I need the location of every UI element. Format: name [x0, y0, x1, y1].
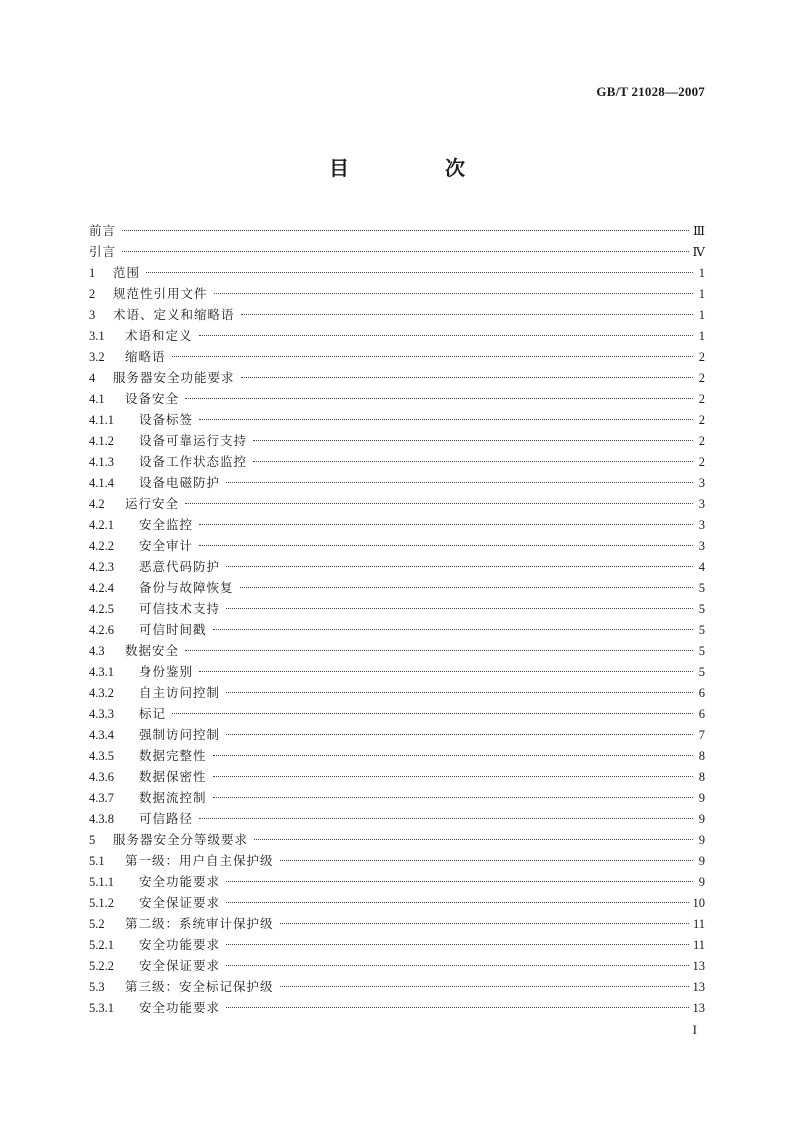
toc-entry-label: 服务器安全功能要求 — [113, 370, 235, 385]
toc-entry-number: 4.2.2 — [89, 539, 114, 553]
toc-entry[interactable] — [89, 913, 705, 934]
toc-entry[interactable] — [89, 304, 705, 325]
toc-entry-label: 可信时间戳 — [139, 622, 207, 637]
dot-leader — [226, 566, 693, 567]
toc-entry-page: 2 — [698, 413, 705, 427]
toc-entry[interactable] — [89, 388, 705, 409]
toc-entry-page: 8 — [698, 770, 705, 784]
toc-entry-label: 第二级：系统审计保护级 — [125, 916, 274, 931]
dot-leader — [199, 818, 693, 819]
toc-entry-page: 5 — [698, 602, 705, 616]
dot-leader — [226, 692, 693, 693]
toc-entry-page: Ⅲ — [692, 224, 705, 238]
dot-leader — [185, 398, 693, 399]
toc-entry[interactable] — [89, 724, 705, 745]
toc-entry-label: 前言 — [89, 223, 117, 238]
toc-entry-label: 缩略语 — [125, 349, 166, 364]
toc-entry[interactable] — [89, 892, 705, 913]
toc-entry-page: 3 — [698, 497, 705, 511]
toc-entry-page: 13 — [692, 1001, 705, 1015]
dot-leader — [226, 902, 688, 903]
toc-entry-label: 可信技术支持 — [139, 601, 221, 616]
toc-entry[interactable] — [89, 556, 705, 577]
dot-leader — [122, 230, 689, 231]
toc-entry-number: 3.2 — [89, 350, 105, 364]
toc-entry-label: 安全保证要求 — [139, 895, 221, 910]
toc-entry[interactable] — [89, 850, 705, 871]
dot-leader — [185, 503, 693, 504]
page-number: I — [692, 1022, 697, 1037]
toc-entry-number: 5.2.2 — [89, 959, 114, 973]
dot-leader — [122, 251, 688, 252]
dot-leader — [146, 272, 693, 273]
toc-entry[interactable] — [89, 934, 705, 955]
toc-entry-label: 第一级：用户自主保护级 — [125, 853, 274, 868]
toc-entry-page: 8 — [698, 749, 705, 763]
toc-entry-number: 4.1 — [89, 392, 105, 406]
toc-entry-number: 5.1.1 — [89, 875, 114, 889]
dot-leader — [185, 650, 693, 651]
dot-leader — [280, 923, 689, 924]
dot-leader — [253, 440, 693, 441]
toc-entry-number: 4.1.4 — [89, 476, 114, 490]
toc-entry-number: 4.1.1 — [89, 413, 114, 427]
toc-entry-label: 术语、定义和缩略语 — [113, 307, 235, 322]
dot-leader — [199, 419, 693, 420]
toc-entry-label: 引言 — [89, 244, 117, 259]
toc-entry-number: 5.2.1 — [89, 938, 114, 952]
toc-entry-number: 4.3 — [89, 644, 105, 658]
toc-entry-page: 6 — [698, 707, 705, 721]
toc-entry[interactable] — [89, 745, 705, 766]
toc-entry-number: 4.2.6 — [89, 623, 114, 637]
toc-entry-label: 安全保证要求 — [139, 958, 221, 973]
toc-entry-page: 2 — [698, 455, 705, 469]
toc-entry-number: 4.3.6 — [89, 770, 114, 784]
toc-entry-page: 9 — [698, 812, 705, 826]
toc-entry-label: 安全监控 — [139, 517, 194, 532]
toc-entry-number: 3.1 — [89, 329, 105, 343]
toc-entry-page: 9 — [698, 791, 705, 805]
toc-entry-number: 3 — [89, 308, 96, 322]
toc-entry[interactable] — [89, 283, 705, 304]
toc-entry-number: 1 — [89, 266, 96, 280]
toc-entry-page: 11 — [692, 938, 705, 952]
toc-entry[interactable] — [89, 871, 705, 892]
toc-entry-number: 4.2.5 — [89, 602, 114, 616]
toc-entry[interactable] — [89, 472, 705, 493]
toc-entry[interactable] — [89, 535, 705, 556]
toc-entry-number: 4.3.5 — [89, 749, 114, 763]
toc-entry-page: 13 — [692, 980, 705, 994]
dot-leader — [253, 461, 693, 462]
toc-entry[interactable] — [89, 409, 705, 430]
dot-leader — [241, 377, 693, 378]
toc-entry-label: 规范性引用文件 — [113, 286, 208, 301]
dot-leader — [226, 881, 693, 882]
toc-entry-number: 4.3.3 — [89, 707, 114, 721]
toc-entry-page: 1 — [698, 266, 705, 280]
toc-entry[interactable] — [89, 640, 705, 661]
toc-entry-label: 术语和定义 — [125, 328, 193, 343]
dot-leader — [241, 314, 693, 315]
toc-entry-page: 9 — [698, 875, 705, 889]
dot-leader — [226, 944, 689, 945]
dot-leader — [199, 524, 693, 525]
toc-entry-number: 4.1.3 — [89, 455, 114, 469]
toc-entry-label: 服务器安全分等级要求 — [113, 832, 249, 847]
toc-entry[interactable] — [89, 997, 705, 1018]
toc-entry-page: 7 — [698, 728, 705, 742]
toc-entry-page: 2 — [698, 371, 705, 385]
toc-entry-number: 4.2.3 — [89, 560, 114, 574]
toc-entry-number: 4.3.8 — [89, 812, 114, 826]
toc-entry-label: 安全功能要求 — [139, 874, 221, 889]
toc-entry[interactable] — [89, 682, 705, 703]
toc-entry-number: 4 — [89, 371, 96, 385]
toc-entry[interactable] — [89, 262, 705, 283]
toc-entry-page: 13 — [692, 959, 705, 973]
toc-entry-page: 9 — [698, 854, 705, 868]
toc-entry[interactable] — [89, 787, 705, 808]
toc-entry-page: 6 — [698, 686, 705, 700]
page-title: 目 次 — [329, 156, 503, 180]
toc-entry-page: 2 — [698, 350, 705, 364]
toc-entry-page: 4 — [698, 560, 705, 574]
toc-entry-label: 可信路径 — [139, 811, 194, 826]
toc-entry-label: 范围 — [113, 265, 141, 280]
toc-entry-page: 5 — [698, 665, 705, 679]
toc-entry-page: 3 — [698, 518, 705, 532]
toc-entry-label: 数据流控制 — [139, 790, 207, 805]
toc-entry-number: 4.2.1 — [89, 518, 114, 532]
toc-entry-label: 身份鉴别 — [139, 664, 194, 679]
dot-leader — [254, 839, 693, 840]
dot-leader — [199, 671, 693, 672]
toc-entry-page: 1 — [698, 308, 705, 322]
toc-entry-number: 2 — [89, 287, 96, 301]
toc-entry-number: 4.2 — [89, 497, 105, 511]
toc-entry[interactable] — [89, 766, 705, 787]
toc-entry-number: 4.3.4 — [89, 728, 114, 742]
toc-entry-number: 5.1 — [89, 854, 105, 868]
toc-entry[interactable] — [89, 829, 705, 850]
toc-entry[interactable] — [89, 598, 705, 619]
toc-entry[interactable] — [89, 976, 705, 997]
dot-leader — [280, 860, 693, 861]
toc-entry-label: 备份与故障恢复 — [139, 580, 234, 595]
toc-entry[interactable] — [89, 325, 705, 346]
toc-entry[interactable] — [89, 346, 705, 367]
toc-entry-page: 3 — [698, 476, 705, 490]
toc-entry-page: 5 — [698, 644, 705, 658]
toc-entry[interactable] — [89, 703, 705, 724]
toc-entry-label: 数据保密性 — [139, 769, 207, 784]
dot-leader — [213, 755, 693, 756]
toc-entry[interactable] — [89, 514, 705, 535]
toc-entry-label: 设备标签 — [139, 412, 194, 427]
toc-entry-label: 数据安全 — [125, 643, 180, 658]
toc-entry-label: 恶意代码防护 — [139, 559, 221, 574]
toc-entry-label: 设备工作状态监控 — [139, 454, 248, 469]
toc-entry-page: 1 — [698, 329, 705, 343]
toc-entry[interactable] — [89, 451, 705, 472]
dot-leader — [226, 1007, 688, 1008]
toc-entry-number: 5.3 — [89, 980, 105, 994]
dot-leader — [240, 587, 693, 588]
toc-entry-label: 运行安全 — [125, 496, 180, 511]
toc-entry-number: 5 — [89, 833, 96, 847]
toc-entry-label: 标记 — [139, 706, 167, 721]
toc-entry-label: 数据完整性 — [139, 748, 207, 763]
toc-entry[interactable] — [89, 220, 705, 241]
toc-entry-page: 10 — [692, 896, 705, 910]
toc-entry-label: 安全审计 — [139, 538, 194, 553]
dot-leader — [172, 713, 693, 714]
dot-leader — [213, 797, 693, 798]
toc-entry-page: 1 — [698, 287, 705, 301]
toc-entry[interactable] — [89, 619, 705, 640]
dot-leader — [199, 335, 693, 336]
toc-entry-page: Ⅳ — [692, 245, 705, 259]
toc-entry-number: 5.3.1 — [89, 1001, 114, 1015]
toc-entry-number: 4.3.1 — [89, 665, 114, 679]
toc-entry-label: 安全功能要求 — [139, 1000, 221, 1015]
dot-leader — [226, 734, 693, 735]
toc-entry-page: 3 — [698, 539, 705, 553]
toc-entry[interactable] — [89, 241, 705, 262]
toc-entry-page: 2 — [698, 392, 705, 406]
standard-code: GB/T 21028—2007 — [596, 84, 705, 99]
toc-entry-number: 4.3.7 — [89, 791, 114, 805]
dot-leader — [199, 545, 693, 546]
toc-entry[interactable] — [89, 808, 705, 829]
dot-leader — [213, 629, 693, 630]
toc-entry-label: 设备可靠运行支持 — [139, 433, 248, 448]
toc-entry-page: 5 — [698, 581, 705, 595]
dot-leader — [214, 293, 693, 294]
toc-entry[interactable] — [89, 577, 705, 598]
toc-entry-page: 9 — [698, 833, 705, 847]
toc-entry-label: 安全功能要求 — [139, 937, 221, 952]
dot-leader — [280, 986, 689, 987]
dot-leader — [226, 482, 693, 483]
toc-entry-label: 设备安全 — [125, 391, 180, 406]
toc-entry[interactable] — [89, 493, 705, 514]
toc-entry[interactable] — [89, 430, 705, 451]
toc-entry[interactable] — [89, 955, 705, 976]
toc-entry-number: 4.1.2 — [89, 434, 114, 448]
table-of-contents — [89, 220, 705, 1018]
toc-entry-page: 11 — [692, 917, 705, 931]
dot-leader — [172, 356, 693, 357]
toc-entry-number: 4.2.4 — [89, 581, 114, 595]
toc-entry-number: 4.3.2 — [89, 686, 114, 700]
dot-leader — [213, 776, 693, 777]
dot-leader — [226, 965, 688, 966]
toc-entry[interactable] — [89, 367, 705, 388]
toc-entry-label: 强制访问控制 — [139, 727, 221, 742]
toc-entry-page: 2 — [698, 434, 705, 448]
toc-entry-number: 5.1.2 — [89, 896, 114, 910]
toc-entry-number: 5.2 — [89, 917, 105, 931]
toc-entry-page: 5 — [698, 623, 705, 637]
toc-entry-label: 设备电磁防护 — [139, 475, 221, 490]
dot-leader — [226, 608, 693, 609]
toc-entry-label: 自主访问控制 — [139, 685, 221, 700]
toc-entry-label: 第三级：安全标记保护级 — [125, 979, 274, 994]
toc-entry[interactable] — [89, 661, 705, 682]
